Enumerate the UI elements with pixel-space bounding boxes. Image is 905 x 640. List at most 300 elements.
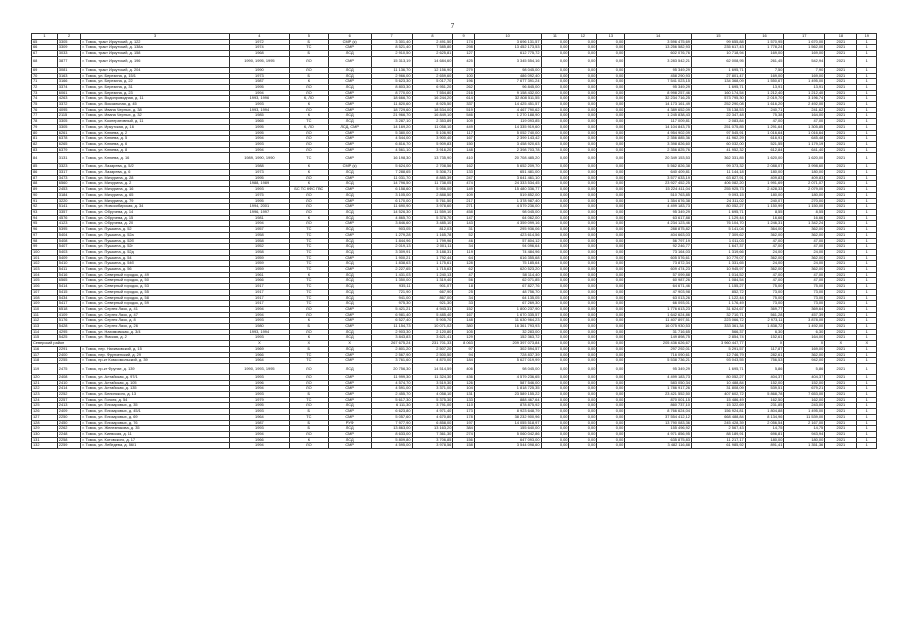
table-cell: 147: [453, 215, 475, 221]
table-cell: 362,00: [784, 255, 825, 261]
table-cell: 164,00: [784, 113, 825, 119]
table-cell: 0,00: [569, 363, 597, 374]
table-cell: 217: [453, 198, 475, 204]
table-cell: г. Томск, ул. Алтайская, д. 105: [81, 380, 229, 386]
table-cell: 1995: [229, 198, 289, 204]
table-cell: 24 333 534,45: [474, 181, 541, 187]
table-cell: 5 761,50: [412, 198, 453, 204]
table-cell: г. Томск, ул. Мичурина, д. 65: [81, 192, 229, 198]
table-cell: 2250: [57, 414, 81, 420]
table-cell: 0,00: [597, 238, 625, 244]
table-cell: 2021: [825, 249, 857, 255]
table-cell: 47,00: [745, 244, 784, 250]
table-cell: 384: [453, 426, 475, 432]
table-cell: 5 538 736,21: [625, 358, 692, 364]
table-cell: СМР: [328, 358, 371, 364]
table-cell: 573 795,30: [691, 96, 745, 102]
table-cell: 0,00: [569, 90, 597, 96]
table-cell: 6 170,00: [371, 198, 412, 204]
table-cell: 425: [453, 56, 475, 67]
table-cell: 1: [857, 352, 877, 358]
table-cell: 0,00: [541, 204, 569, 210]
table-cell: 84: [32, 153, 58, 164]
table-cell: г. Томск, тракт Иркутский, д. 196: [81, 56, 229, 67]
table-cell: 2021: [825, 39, 857, 45]
table-cell: 2 500,50: [412, 352, 453, 358]
table-cell: 174: [453, 39, 475, 45]
table-cell: 11 999,30: [371, 374, 412, 380]
table-cell: 1 342,24: [784, 221, 825, 227]
table-cell: 231,85: [745, 403, 784, 409]
table-cell: 1974: [229, 45, 289, 51]
table-cell: 297 292,01: [625, 346, 692, 352]
table-cell: 641,40: [784, 147, 825, 153]
table-cell: 13 863,00: [371, 426, 412, 432]
table-cell: 0,00: [541, 221, 569, 227]
table-row: [32, 153, 877, 164]
table-cell: 96: [32, 227, 58, 233]
table-cell: 1 150,00: [784, 204, 825, 210]
table-cell: 587 546,00: [474, 380, 541, 386]
table-cell: 134 368,09: [691, 79, 745, 85]
table-cell: 2021: [825, 420, 857, 426]
table-cell: 1987: [229, 420, 289, 426]
table-cell: 2021: [825, 335, 857, 341]
table-cell: 2021: [825, 324, 857, 330]
table-cell: СМР: [328, 318, 371, 324]
table-cell: 4 971 856,95: [625, 432, 692, 438]
table-cell: 1987: [229, 79, 289, 85]
table-cell: 0,00: [597, 175, 625, 181]
table-cell: 98 045,00: [474, 363, 541, 374]
table-cell: 0,00: [569, 386, 597, 392]
table-cell: 1988: [229, 164, 289, 170]
table-cell: 0,00: [597, 261, 625, 267]
table-cell: К: [289, 335, 328, 341]
table-cell: 1 319,66: [691, 249, 745, 255]
table-cell: 5 485,40: [412, 312, 453, 318]
table-cell: г. Томск, ул. Сергея Лазо, д. 26: [81, 324, 229, 330]
table-cell: г. Томск, ул. Елизаровых, д. 69: [81, 414, 229, 420]
table-cell: 6 158,60: [371, 187, 412, 193]
table-cell: СМР: [328, 267, 371, 273]
table-cell: 4 870,00: [412, 358, 453, 364]
table-cell: 132: [32, 443, 58, 449]
table-cell: ЛСД: [328, 426, 371, 432]
table-cell: СМР: [328, 175, 371, 181]
table-cell: г. Томск, ул. Новосибирская, д. 34: [81, 204, 229, 210]
table-cell: г. Томск, ул. Клюева, д. 16: [81, 153, 229, 164]
table-cell: 891,41: [745, 443, 784, 449]
table-cell: 24,00: [745, 249, 784, 255]
column-number-cell: 7: [371, 34, 412, 40]
table-cell: 94: [453, 352, 475, 358]
table-cell: 109: [453, 192, 475, 198]
table-cell: 1990: [229, 67, 289, 73]
table-cell: 519: [453, 107, 475, 113]
table-cell: 164,00: [784, 335, 825, 341]
table-cell: ТС: [289, 278, 328, 284]
table-cell: 2 079,00: [784, 187, 825, 193]
table-cell: 47,00: [745, 238, 784, 244]
table-cell: 0,00: [569, 227, 597, 233]
table-cell: X: [745, 341, 784, 347]
table-cell: ТС: [289, 232, 328, 238]
table-cell: 1 319,40: [412, 278, 453, 284]
table-cell: 0,00: [597, 443, 625, 449]
table-cell: 2 492,00: [784, 102, 825, 108]
table-cell: 15 313,19: [371, 56, 412, 67]
table-cell: 0,00: [541, 244, 569, 250]
table-cell: СМР: [328, 324, 371, 330]
table-cell: 16 849,10: [412, 113, 453, 119]
table-cell: ЛО: [289, 312, 328, 318]
table-cell: 1: [857, 301, 877, 307]
table-cell: 3 544 098,60: [474, 443, 541, 449]
table-cell: 1: [857, 170, 877, 176]
table-cell: 66 093,01: [625, 301, 692, 307]
table-cell: ТС: [289, 238, 328, 244]
table-cell: г. Томск, ул. Северный городок, д. 58: [81, 295, 229, 301]
table-cell: г. Томск, ул. Мичурина, д. 28: [81, 175, 229, 181]
table-cell: ЛСД: [328, 272, 371, 278]
table-cell: 1917: [229, 295, 289, 301]
table-cell: 1: [857, 51, 877, 57]
table-cell: 901,07: [412, 284, 453, 290]
table-cell: 5395: [57, 227, 81, 233]
table-cell: 1958: [229, 238, 289, 244]
table-cell: 18 666,70: [371, 96, 412, 102]
table-cell: 23 421 552,50: [625, 392, 692, 398]
table-cell: 128: [32, 420, 58, 426]
table-cell: 5 956,00: [412, 187, 453, 193]
table-cell: ЛСД: [328, 215, 371, 221]
table-cell: 1 165,78: [412, 232, 453, 238]
table-cell: X: [857, 341, 877, 347]
table-cell: 1 350,00: [371, 278, 412, 284]
table-cell: 1995: [229, 124, 289, 130]
table-cell: 68: [32, 56, 58, 67]
table-cell: 3184: [57, 192, 81, 198]
table-cell: 1: [857, 164, 877, 170]
table-cell: 2021: [825, 443, 857, 449]
table-cell: 521,55: [745, 141, 784, 147]
table-cell: 48 756,70: [474, 289, 541, 295]
table-cell: г. Томск, ул. Обручева, д. 15: [81, 215, 229, 221]
table-cell: 1988, 1989: [229, 181, 289, 187]
table-cell: 80: [32, 130, 58, 136]
table-cell: 2021: [825, 374, 857, 380]
table-cell: Б: [289, 392, 328, 398]
table-cell: 2021: [825, 232, 857, 238]
table-cell: 0,00: [597, 113, 625, 119]
table-cell: 3 960 447,77: [691, 341, 745, 347]
table-cell: 14 055 518,97: [474, 420, 541, 426]
table-cell: 98: [32, 238, 58, 244]
table-cell: 37 554 412,12: [625, 414, 692, 420]
table-cell: 1 175,61: [412, 261, 453, 267]
table-cell: 152,61: [745, 335, 784, 341]
table-cell: 1 291,64: [745, 124, 784, 130]
table-cell: 0,00: [597, 215, 625, 221]
table-cell: 812,03: [412, 227, 453, 233]
table-cell: 0,00: [541, 238, 569, 244]
table-cell: 943,94: [784, 432, 825, 438]
table-cell: 298: [453, 45, 475, 51]
table-cell: 5414: [57, 284, 81, 290]
table-cell: 0,00: [569, 84, 597, 90]
table-cell: 362 331,85: [691, 153, 745, 164]
table-cell: 1993, 1994: [229, 329, 289, 335]
table-cell: 1993: [229, 187, 289, 193]
table-cell: 1 011,03: [691, 238, 745, 244]
table-cell: 47,00: [784, 278, 825, 284]
table-cell: 2475: [57, 363, 81, 374]
table-cell: 66: [32, 45, 58, 51]
table-cell: 7,90: [784, 67, 825, 73]
table-cell: 180,00: [745, 192, 784, 198]
table-cell: 2021: [825, 397, 857, 403]
table-cell: 117: [453, 130, 475, 136]
table-cell: 0,00: [569, 102, 597, 108]
table-cell: 21 966,70: [371, 113, 412, 119]
table-cell: 1979: [229, 397, 289, 403]
table-cell: г. Томск, ул. Клюева, д. 6: [81, 141, 229, 147]
table-cell: 1: [857, 181, 877, 187]
table-cell: X: [289, 341, 328, 347]
table-cell: 6 951,20: [412, 84, 453, 90]
table-cell: 2255: [57, 358, 81, 364]
table-cell: 1 616,20: [745, 102, 784, 108]
table-cell: 156: [453, 437, 475, 443]
table-cell: 7 288,65: [371, 170, 412, 176]
table-cell: 0,00: [541, 352, 569, 358]
table-cell: 2021: [825, 267, 857, 273]
table-cell: 112: [32, 318, 58, 324]
table-cell: 756,53: [745, 358, 784, 364]
table-cell: 240,71: [745, 107, 784, 113]
table-cell: 47,00: [745, 272, 784, 278]
table-cell: 1959: [229, 267, 289, 273]
table-cell: 1: [857, 358, 877, 364]
table-cell: 0,00: [569, 198, 597, 204]
table-cell: 2021: [825, 175, 857, 181]
table-cell: 5 617,30: [371, 397, 412, 403]
table-cell: 70: [32, 73, 58, 79]
table-cell: 362,00: [745, 232, 784, 238]
table-cell: ТС: [289, 227, 328, 233]
table-cell: ТС: [289, 244, 328, 250]
table-cell: 180,00: [745, 170, 784, 176]
table-cell: 1 495,00: [784, 409, 825, 415]
table-cell: 645,48: [784, 136, 825, 142]
table-cell: г. Томск, ул. Нахимовская, д. 3/4: [81, 329, 229, 335]
table-cell: 3131: [57, 153, 81, 164]
table-cell: СМР: [328, 102, 371, 108]
table-cell: 0,00: [541, 272, 569, 278]
table-cell: ТС: [289, 255, 328, 261]
table-cell: г. Томск, ул. Обручева, д. 20: [81, 221, 229, 227]
table-cell: 2021: [825, 238, 857, 244]
table-cell: г. Томск, тракт Иркутский, д. 204: [81, 67, 229, 73]
table-cell: 8 803,30: [371, 84, 412, 90]
table-cell: 614: [453, 96, 475, 102]
table-cell: 1917: [229, 301, 289, 307]
table-cell: 111: [32, 312, 58, 318]
table-cell: 6378: [57, 136, 81, 142]
table-cell: 406 082,20: [691, 181, 745, 187]
table-cell: 252 290,08: [691, 102, 745, 108]
table-cell: 1995: [229, 130, 289, 136]
table-cell: 404,37: [784, 374, 825, 380]
table-cell: ТС: [289, 261, 328, 267]
table-cell: 647 093,00: [474, 437, 541, 443]
table-cell: 1 492,00: [784, 324, 825, 330]
table-cell: г. Томск, ул. Пушкина, д. 52б: [81, 238, 229, 244]
table-cell: 0,00: [569, 204, 597, 210]
table-cell: 1: [857, 153, 877, 164]
table-cell: 94 096,64: [474, 244, 541, 250]
table-cell: 88 189,91: [691, 432, 745, 438]
table-cell: 0,00: [569, 335, 597, 341]
table-cell: 921,30: [412, 301, 453, 307]
table-cell: 1 792,44: [412, 255, 453, 261]
table-cell: г. Томск, ул. Северный городок, д. 55: [81, 289, 229, 295]
table-cell: 696,81: [745, 432, 784, 438]
table-cell: 64 135,05: [474, 295, 541, 301]
table-cell: 149: [453, 187, 475, 193]
table-cell: 0,00: [597, 96, 625, 102]
table-cell: 0,00: [597, 187, 625, 193]
table-cell: 47,00: [784, 119, 825, 125]
table-cell: 519 852,00: [474, 192, 541, 198]
table-cell: 160 174,54: [691, 90, 745, 96]
table-cell: 2 056,54: [745, 420, 784, 426]
table-cell: 0,00: [541, 306, 569, 312]
table-cell: 5 017,70: [412, 79, 453, 85]
table-cell: 667,90: [412, 289, 453, 295]
table-cell: 107: [32, 289, 58, 295]
table-cell: 38 232 900,96: [474, 414, 541, 420]
repair-program-table: [31, 33, 877, 449]
table-cell: 0,00: [597, 403, 625, 409]
table-cell: 82: [32, 141, 58, 147]
table-cell: 0,00: [541, 198, 569, 204]
table-cell: 1: [857, 67, 877, 73]
column-number-cell: 11: [541, 34, 569, 40]
table-cell: г. Томск, ул. Пушкина, д. 52г: [81, 244, 229, 250]
table-cell: г. Томск, ул. Ямская, д. 2: [81, 335, 229, 341]
table-cell: 169,00: [784, 73, 825, 79]
table-cell: 2021: [825, 363, 857, 374]
table-cell: 267 675,24: [371, 341, 412, 347]
table-cell: г. Томск, ул. Сергея Лазо, д. 47: [81, 312, 229, 318]
table-cell: 2021: [825, 432, 857, 438]
table-cell: 80 052,27: [691, 374, 745, 380]
table-cell: 1: [857, 295, 877, 301]
table-cell: 162: [453, 164, 475, 170]
table-cell: 0,00: [541, 289, 569, 295]
table-cell: 1: [857, 426, 877, 432]
table-cell: 25: [453, 289, 475, 295]
table-cell: ЛСД: [328, 284, 371, 290]
table-cell: 2 567,43: [691, 426, 745, 432]
table-cell: 14 104 843,75: [625, 124, 692, 130]
table-cell: СМР: [328, 136, 371, 142]
table-cell: 76: [32, 107, 58, 113]
table-cell: 5416: [57, 272, 81, 278]
table-cell: ЛСД: [328, 403, 371, 409]
table-cell: 243,00: [784, 403, 825, 409]
table-cell: 0,00: [597, 420, 625, 426]
table-cell: 3 577 633,19: [625, 175, 692, 181]
table-cell: ЛО: [289, 175, 328, 181]
table-cell: 0,00: [569, 329, 597, 335]
table-cell: г. Томск, тракт Иркутский, д. 122: [81, 39, 229, 45]
table-cell: 5409: [57, 255, 81, 261]
table-cell: 101: [32, 255, 58, 261]
table-cell: 0,00: [569, 221, 597, 227]
table-cell: 1 670,00: [784, 39, 825, 45]
table-cell: 0,00: [597, 374, 625, 380]
table-cell: г. Томск, ул. Белинского, д. 13: [81, 392, 229, 398]
table-cell: 0,00: [541, 141, 569, 147]
table-cell: г. Томск, ул. Березина, д. 15/1: [81, 73, 229, 79]
table-cell: 270,00: [784, 198, 825, 204]
table-cell: 1 351,36: [784, 443, 825, 449]
table-cell: 47,00: [745, 119, 784, 125]
table-cell: 728 837,39: [474, 352, 541, 358]
table-cell: 127: [32, 414, 58, 420]
table-cell: 1969: [229, 346, 289, 352]
table-cell: 1972: [229, 39, 289, 45]
table-cell: 616,91: [745, 136, 784, 142]
table-cell: 620 523,20: [474, 267, 541, 273]
table-cell: 5407: [57, 244, 81, 250]
table-cell: 1 270 188,90: [474, 113, 541, 119]
table-cell: 61 985,92: [691, 443, 745, 449]
table-cell: 2 491,50: [412, 39, 453, 45]
table-cell: 1990, 1993, 1995: [229, 363, 289, 374]
table-cell: 0,00: [541, 73, 569, 79]
table-cell: СМР: [328, 56, 371, 67]
table-cell: 75,38: [745, 113, 784, 119]
table-cell: 148: [453, 147, 475, 153]
table-cell: 0,00: [597, 181, 625, 187]
table-cell: 1 155,27: [691, 284, 745, 290]
table-cell: 3 761,60: [371, 358, 412, 364]
table-cell: 223 066,72: [691, 318, 745, 324]
table-cell: 1966: [229, 278, 289, 284]
table-cell: 1: [857, 96, 877, 102]
table-cell: 1 378 987,40: [474, 198, 541, 204]
table-cell: 0,00: [597, 380, 625, 386]
table-cell: 152,00: [745, 380, 784, 386]
table-cell: 1 670 335,57: [474, 312, 541, 318]
table-cell: 1958: [229, 232, 289, 238]
table-cell: 2 966,00: [371, 73, 412, 79]
table-cell: 0,00: [569, 136, 597, 142]
table-cell: 12 746,79: [691, 352, 745, 358]
table-cell: 2021: [825, 215, 857, 221]
table-cell: 2 910,50: [371, 51, 412, 57]
table-cell: 0,00: [569, 414, 597, 420]
table-cell: 616 355,68: [474, 255, 541, 261]
table-cell: 679,21: [784, 386, 825, 392]
table-cell: 0,00: [569, 432, 597, 438]
table-cell: ТС: [289, 119, 328, 125]
table-cell: 2021: [825, 244, 857, 250]
